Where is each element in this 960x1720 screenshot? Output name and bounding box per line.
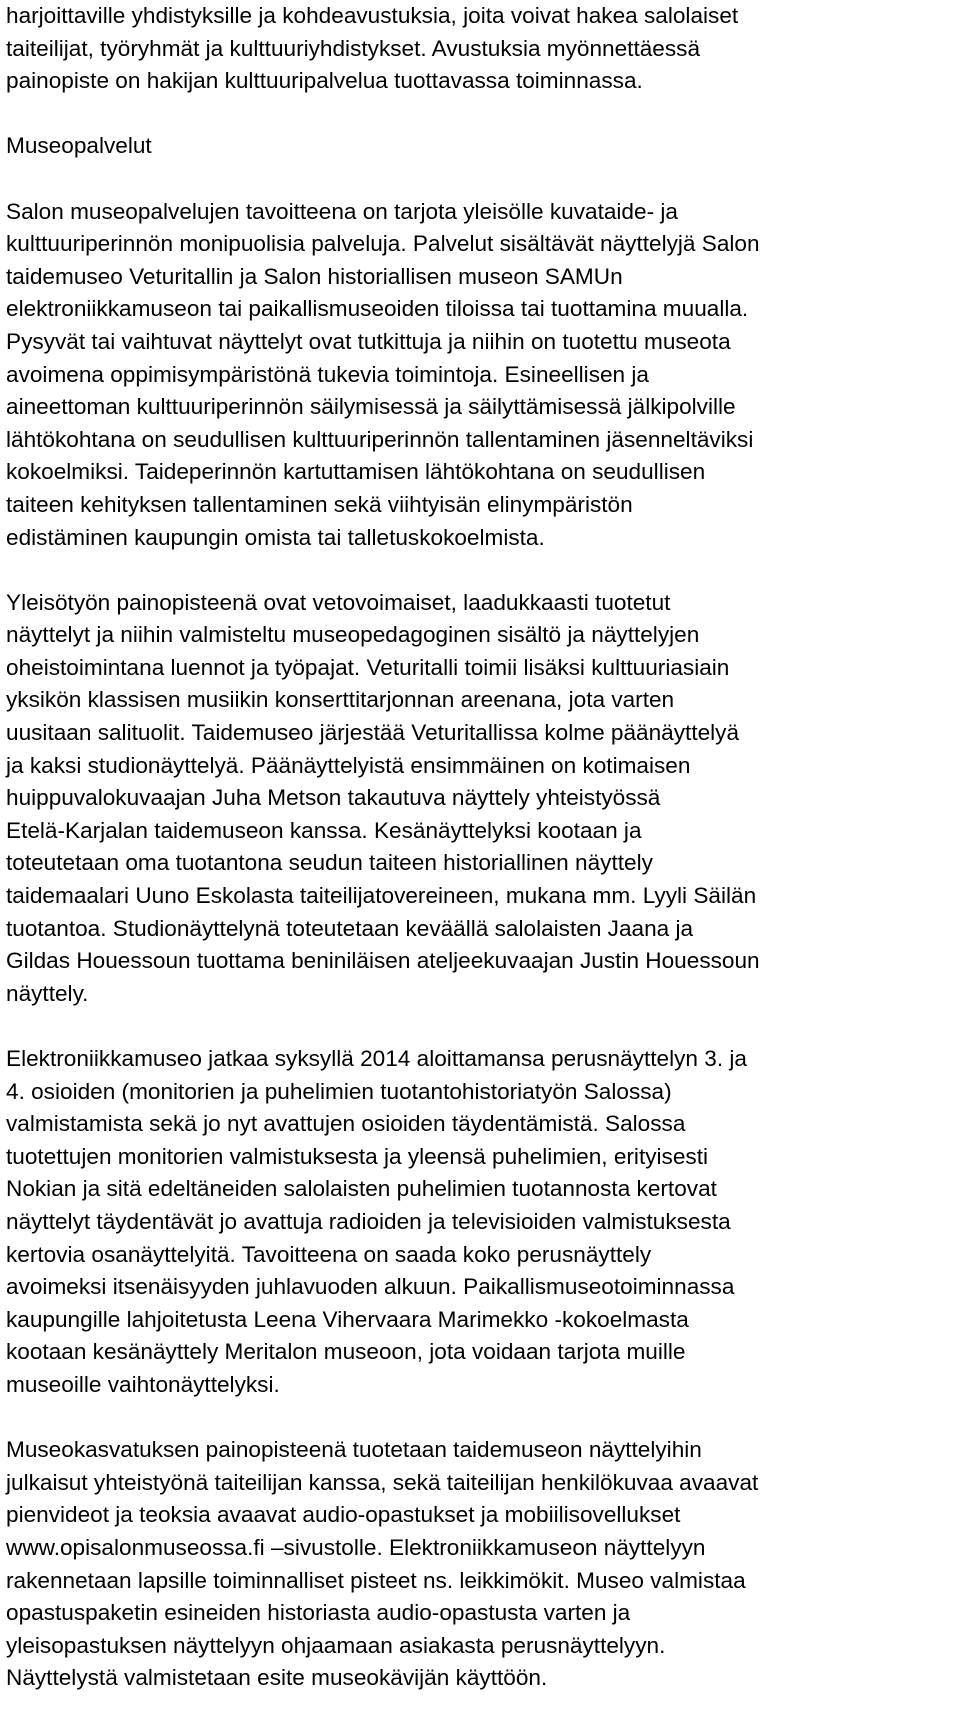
text-line: painopiste on hakijan kulttuuripalvelua tuottavassa toiminnassa. xyxy=(6,68,643,94)
text-line: kootaan kesänäyttely Meritalon museoon, jota voidaan tarjota muille xyxy=(6,1339,686,1365)
text-line: tuotettujen monitorien valmistuksesta ja yleensä puhelimien, erityisesti xyxy=(6,1143,709,1169)
paragraph-spacer xyxy=(6,163,954,196)
text-line: avoimeksi itsenäisyyden juhlavuoden alkuun. Paikallismuseotoiminnassa xyxy=(6,1274,735,1300)
text-line: Pysyvät tai vaihtuvat näyttelyt ovat tutkittuja ja niihin on tuotettu museota xyxy=(6,328,731,354)
text-line: tuotantoa. Studionäyttelynä toteutetaan keväällä salolaisten Jaana ja xyxy=(6,915,694,941)
text-line: www.opisalonmuseossa.fi –sivustolle. Elektroniikkamuseon näyttelyyn xyxy=(6,1534,706,1560)
text-line: pienvideot ja teoksia avaavat audio-opastukset ja mobiilisovellukset xyxy=(6,1502,681,1528)
text-line: edistäminen kaupungin omista tai talletuskokoelmista. xyxy=(6,524,545,550)
museum-education-paragraph xyxy=(6,1434,954,1695)
text-line: museoille vaihtonäyttelyksi. xyxy=(6,1371,280,1397)
paragraph-spacer xyxy=(6,98,954,131)
text-line: näyttelyt täydentävät jo avattuja radioiden ja televisioiden valmistuksesta xyxy=(6,1208,731,1234)
text-line: yleisopastuksen näyttelyyn ohjaamaan asiakasta perusnäyttelyyn. xyxy=(6,1632,666,1658)
intro-paragraph xyxy=(6,0,954,98)
museum-services-paragraph xyxy=(6,196,954,555)
paragraph-spacer xyxy=(6,554,954,587)
text-line: Etelä-Karjalan taidemuseon kanssa. Kesänäyttelyksi kootaan ja xyxy=(6,817,642,843)
heading-line: Museopalvelut xyxy=(6,133,152,159)
public-work-paragraph xyxy=(6,587,954,1011)
text-line: opastuspaketin esineiden historiasta audio-opastusta varten ja xyxy=(6,1600,631,1626)
text-line: kaupungille lahjoitetusta Leena Vihervaara Marimekko -kokoelmasta xyxy=(6,1306,689,1332)
text-line: ja kaksi studionäyttelyä. Päänäyttelyistä ensimmäinen on kotimaisen xyxy=(6,752,691,778)
text-line: kertovia osanäyttelyitä. Tavoitteena on saada koko perusnäyttely xyxy=(6,1241,652,1267)
text-line: näyttely. xyxy=(6,980,89,1006)
text-line: elektroniikkamuseon tai paikallismuseoiden tiloissa tai tuottamina muualla. xyxy=(6,296,749,322)
text-line: 4. osioiden (monitorien ja puhelimien tuotantohistoriatyön Salossa) xyxy=(6,1078,672,1104)
text-line: Näyttelystä valmistetaan esite museokävijän käyttöön. xyxy=(6,1665,548,1691)
text-line: taidemuseo Veturitallin ja Salon historiallisen museon SAMUn xyxy=(6,263,623,289)
text-line: toteutetaan oma tuotantona seudun taiteen historiallinen näyttely xyxy=(6,850,653,876)
text-line: lähtökohtana on seudullisen kulttuuriperinnön tallentaminen jäsenneltäviksi xyxy=(6,426,754,452)
text-line: Salon museopalvelujen tavoitteena on tarjota yleisölle kuvataide- ja xyxy=(6,198,678,224)
text-line: kulttuuriperinnön monipuolisia palveluja. Palvelut sisältävät näyttelyjä Salon xyxy=(6,231,760,257)
text-line: näyttelyt ja niihin valmisteltu museopedagoginen sisältö ja näyttelyjen xyxy=(6,622,700,648)
section-heading xyxy=(6,130,954,163)
text-line: Yleisötyön painopisteenä ovat vetovoimaiset, laadukkaasti tuotetut xyxy=(6,589,671,615)
electronics-museum-paragraph xyxy=(6,1043,954,1402)
text-line: Elektroniikkamuseo jatkaa syksyllä 2014 aloittamansa perusnäyttelyn 3. ja xyxy=(6,1046,747,1071)
text-line: huippuvalokuvaajan Juha Metson takautuva näyttely yhteistyössä xyxy=(6,785,661,811)
text-line: taidemaalari Uuno Eskolasta taiteilijatovereineen, mukana mm. Lyyli Säilän xyxy=(6,883,757,909)
text-line: avoimena oppimisympäristönä tukevia toimintoja. Esineellisen ja xyxy=(6,361,649,387)
text-line: aineettoman kulttuuriperinnön säilymisessä ja säilyttämisessä jälkipolville xyxy=(6,394,736,420)
text-line: julkaisut yhteistyönä taiteilijan kanssa, sekä taiteilijan henkilökuvaa avaavat xyxy=(6,1469,759,1495)
text-line: taiteilijat, työryhmät ja kulttuuriyhdistykset. Avustuksia myönnettäessä xyxy=(6,35,701,61)
text-line: Gildas Houessoun tuottama beniniläisen ateljeekuvaajan Justin Houessoun xyxy=(6,948,760,974)
text-line: yksikön klassisen musiikin konserttitarjonnan areenana, jota varten xyxy=(6,687,675,713)
paragraph-spacer xyxy=(6,1010,954,1043)
text-line: Museokasvatuksen painopisteenä tuotetaan taidemuseon näyttelyihin xyxy=(6,1437,702,1463)
paragraph-spacer xyxy=(6,1402,954,1435)
text-line: Nokian ja sitä edeltäneiden salolaisten puhelimien tuotannosta kertovat xyxy=(6,1176,717,1202)
text-line: oheistoimintana luennot ja työpajat. Veturitalli toimii lisäksi kulttuuriasiain xyxy=(6,654,730,680)
text-line: taiteen kehityksen tallentaminen sekä viihtyisän elinympäristön xyxy=(6,491,633,517)
text-line: harjoittaville yhdistyksille ja kohdeavustuksia, joita voivat hakea salolaiset xyxy=(6,3,739,28)
text-line: rakennetaan lapsille toiminnalliset pisteet ns. leikkimökit. Museo valmistaa xyxy=(6,1567,746,1593)
text-line: uusitaan salituolit. Taidemuseo järjestää Veturitallissa kolme päänäyttelyä xyxy=(6,720,740,746)
text-line: valmistamista sekä jo nyt avattujen osioiden täydentämistä. Salossa xyxy=(6,1111,686,1137)
text-line: kokoelmiksi. Taideperinnön kartuttamisen lähtökohtana on seudullisen xyxy=(6,459,706,485)
